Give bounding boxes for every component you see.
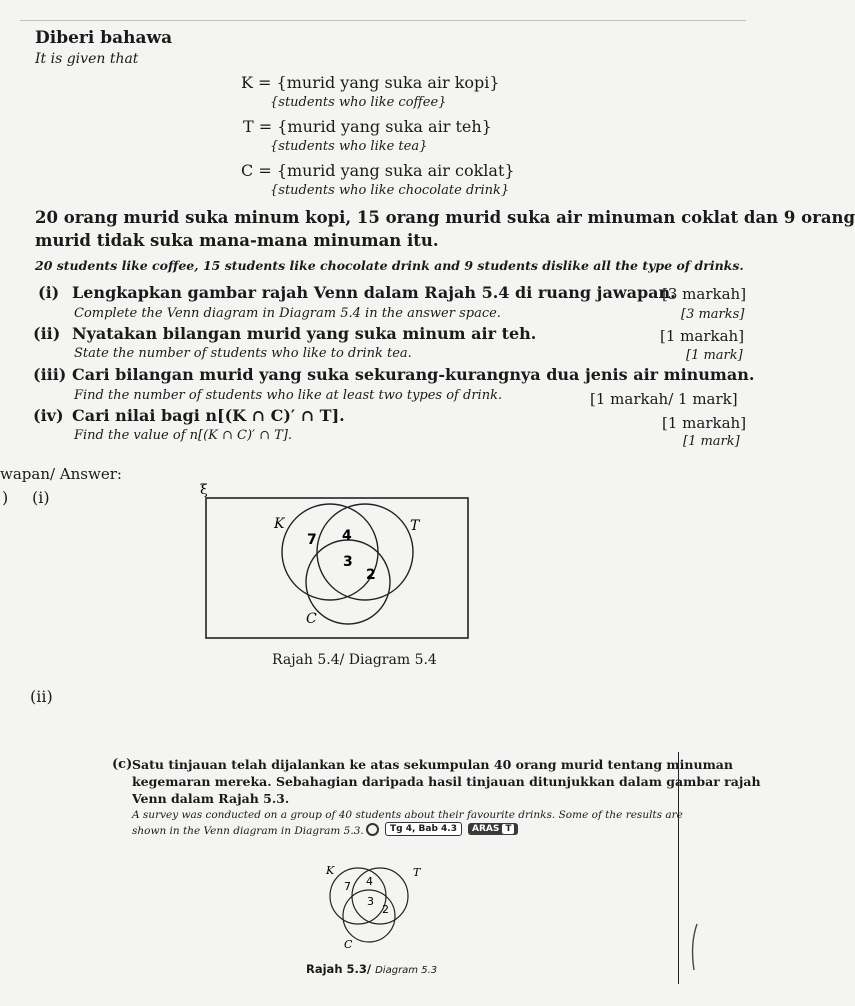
circle-k-small (330, 868, 386, 924)
diagram-5-3-caption-ms: Rajah 5.3/ (306, 962, 372, 976)
value-k-and-t-small: 4 (366, 875, 373, 888)
section-c-ms-line-2: kegemaran mereka. Sebahagian daripada hasil tinjauan ditunjukkan dalam gambar rajah (132, 774, 761, 789)
label-k-small: K (326, 864, 335, 877)
universal-symbol: ξ (200, 482, 208, 498)
value-t-and-c-small: 2 (382, 903, 389, 916)
question-ii-text-en: State the number of students who like to drink tea. (74, 346, 412, 361)
question-iv-text-en: Find the value of n[(K ∩ C)′ ∩ T]. (74, 428, 293, 443)
info-line-en: 20 students like coffee, 15 students like chocolate drink and 9 students dislike all the type of drinks. (35, 258, 744, 273)
section-c-en-line-2: shown in the Venn diagram in Diagram 5.3. (132, 825, 364, 837)
circle-c (306, 540, 390, 624)
label-t-small: T (413, 866, 421, 879)
question-ii-text: Nyatakan bilangan murid yang suka minum air teh. (72, 324, 537, 343)
question-iv-mark: [1 markah] (662, 414, 747, 432)
set-c-definition: C = {murid yang suka air coklat} (241, 161, 515, 180)
set-k-definition: K = {murid yang suka air kopi} (241, 73, 500, 92)
question-iii-text-en: Find the number of students who like at least two types of drink. (74, 388, 503, 403)
given-heading-en: It is given that (35, 51, 139, 67)
difficulty-level-value: T (502, 824, 514, 834)
question-i-text-en: Complete the Venn diagram in Diagram 5.4 in the answer space. (74, 306, 501, 321)
value-k-only: 7 (307, 532, 317, 548)
given-heading: Diberi bahawa (35, 28, 173, 48)
reference-icon (366, 823, 379, 836)
answer-part-open: ) (2, 488, 9, 507)
label-c-small: C (344, 938, 353, 951)
venn-diagram-5-4 (200, 480, 480, 645)
pencil-mark (688, 922, 700, 972)
question-ii-number: (ii) (33, 324, 61, 343)
answer-label: wapan/ Answer: (0, 465, 122, 483)
question-i-mark-en: [3 marks] (681, 307, 745, 322)
answer-part-ii: (ii) (30, 687, 53, 706)
section-c-en-line-1: A survey was conducted on a group of 40 students about their favourite drinks. Some of the results are (132, 809, 683, 821)
set-t-definition: T = {murid yang suka air teh} (243, 117, 492, 136)
diagram-5-3-caption-en: Diagram 5.3 (375, 965, 438, 976)
question-i-text: Lengkapkan gambar rajah Venn dalam Rajah 5.4 di ruang jawapan. (72, 283, 676, 302)
top-divider (20, 20, 746, 21)
question-iv-text: Cari nilai bagi n[(K ∩ C)′ ∩ T]. (72, 406, 345, 425)
section-c-ms-line-1: Satu tinjauan telah dijalankan ke atas sekumpulan 40 orang murid tentang minuman (132, 757, 733, 772)
question-i-number: (i) (38, 283, 60, 302)
difficulty-badge (468, 823, 518, 835)
question-iv-number: (iv) (33, 406, 64, 425)
info-line-1: 20 orang murid suka minum kopi, 15 orang murid suka air minuman coklat dan 9 orang (35, 208, 855, 227)
value-k-t-c: 3 (343, 554, 353, 570)
set-k-definition-en: {students who like coffee} (270, 95, 447, 110)
topic-ref-badge: Tg 4, Bab 4.3 (385, 822, 462, 836)
set-t-definition-en: {students who like tea} (270, 139, 428, 154)
label-c: C (306, 611, 317, 627)
value-t-and-c: 2 (366, 567, 376, 583)
diagram-5-3-caption (306, 962, 437, 976)
universal-set-box (206, 498, 468, 638)
question-i-mark: [3 markah] (662, 285, 747, 303)
question-iii-mark: [1 markah/ 1 mark] (590, 390, 738, 408)
diagram-5-4-caption: Rajah 5.4/ Diagram 5.4 (272, 652, 437, 668)
question-iv-mark-en: [1 mark] (683, 434, 740, 449)
section-c-label: (c) (112, 757, 133, 772)
section-c-ms-line-3: Venn dalam Rajah 5.3. (132, 791, 290, 806)
value-k-and-t: 4 (342, 528, 352, 544)
label-t: T (410, 518, 420, 534)
set-c-definition-en: {students who like chocolate drink} (270, 183, 510, 198)
topic-badges (366, 822, 518, 836)
info-line-2: murid tidak suka mana-mana minuman itu. (35, 231, 439, 250)
question-ii-mark-en: [1 mark] (686, 348, 743, 363)
label-k: K (274, 516, 285, 532)
question-iii-number: (iii) (33, 365, 67, 384)
question-iii-text: Cari bilangan murid yang suka sekurang-kurangnya dua jenis air minuman. (72, 365, 755, 384)
value-k-t-c-small: 3 (367, 895, 374, 908)
difficulty-level-label: ARAS (471, 824, 500, 834)
circle-t-small (352, 868, 408, 924)
question-ii-mark: [1 markah] (660, 327, 745, 345)
venn-diagram-5-3 (300, 858, 440, 958)
value-k-only-small: 7 (344, 880, 351, 893)
answer-part-i: (i) (32, 488, 50, 507)
